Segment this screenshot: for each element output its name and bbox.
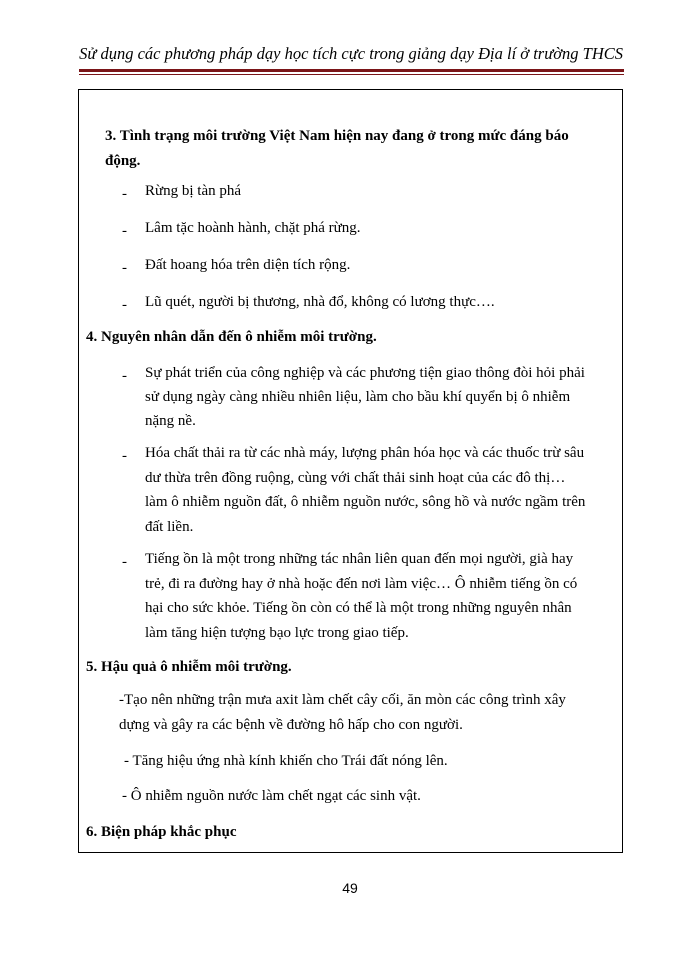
- header-rule-thick: [79, 69, 624, 72]
- section-4-title: 4. Nguyên nhân dẫn đến ô nhiễm môi trường.: [86, 329, 377, 345]
- list-item: Lâm tặc hoành hành, chặt phá rừng.: [145, 220, 361, 236]
- page-number: 49: [342, 880, 358, 896]
- paragraph-line: sử dụng ngày càng nhiều nhiên liệu, làm cho bầu khí quyển bị ô nhiễm: [145, 389, 571, 405]
- bullet-dash: -: [122, 368, 127, 384]
- paragraph-line: đất liền.: [145, 519, 194, 535]
- bullet-dash: -: [122, 297, 127, 313]
- paragraph-line: Sự phát triển của công nghiệp và các phương tiện giao thông đòi hỏi phải: [145, 365, 585, 381]
- bullet-dash: -: [122, 260, 127, 276]
- paragraph-line: - Tăng hiệu ứng nhà kính khiến cho Trái đất nóng lên.: [124, 753, 448, 769]
- header-rule-thin: [79, 74, 624, 75]
- paragraph-line: - Ô nhiễm nguồn nước làm chết ngạt các sinh vật.: [122, 788, 421, 804]
- list-item: Rừng bị tàn phá: [145, 183, 242, 199]
- paragraph-line: -Tạo nên những trận mưa axit làm chết cây cối, ăn mòn các công trình xây: [119, 692, 566, 708]
- bullet-dash: -: [122, 448, 127, 464]
- paragraph-line: hại cho sức khỏe. Tiếng ồn còn có thể là một trong những nguyên nhân: [145, 600, 572, 616]
- bullet-dash: -: [122, 554, 127, 570]
- document-header: Sử dụng các phương pháp dạy học tích cực trong giảng dạy Địa lí ở trường THCS: [79, 44, 623, 63]
- section-6-title: 6. Biện pháp khắc phục: [86, 824, 237, 840]
- paragraph-line: nặng nề.: [145, 413, 196, 429]
- paragraph-line: Hóa chất thải ra từ các nhà máy, lượng phân hóa học và các thuốc trừ sâu: [145, 445, 585, 461]
- section-5-title: 5. Hậu quả ô nhiễm môi trường.: [86, 659, 292, 675]
- paragraph-line: trẻ, đi ra đường hay ở nhà hoặc đến nơi làm việc… Ô nhiễm tiếng ồn có: [145, 576, 578, 592]
- paragraph-line: dư thừa trên đồng ruộng, cùng với chất thải sinh hoạt của các đô thị…: [145, 470, 566, 486]
- paragraph-line: làm ô nhiễm nguồn đất, ô nhiễm nguồn nước, sông hồ và nước ngầm trên: [145, 494, 586, 510]
- bullet-dash: -: [122, 223, 127, 239]
- paragraph-line: dựng và gây ra các bệnh về đường hô hấp cho con người.: [119, 717, 463, 733]
- section-3-title-cont: động.: [105, 153, 141, 169]
- paragraph-line: Tiếng ồn là một trong những tác nhân liên quan đến mọi người, già hay: [145, 551, 574, 567]
- paragraph-line: làm tăng hiện tượng bạo lực trong giao tiếp.: [145, 625, 409, 641]
- list-item: Lũ quét, người bị thương, nhà đổ, không có lương thực….: [145, 294, 495, 310]
- list-item: Đất hoang hóa trên diện tích rộng.: [145, 257, 351, 273]
- section-3-title: 3. Tình trạng môi trường Việt Nam hiện nay đang ở trong mức đáng báo: [105, 128, 569, 144]
- bullet-dash: -: [122, 186, 127, 202]
